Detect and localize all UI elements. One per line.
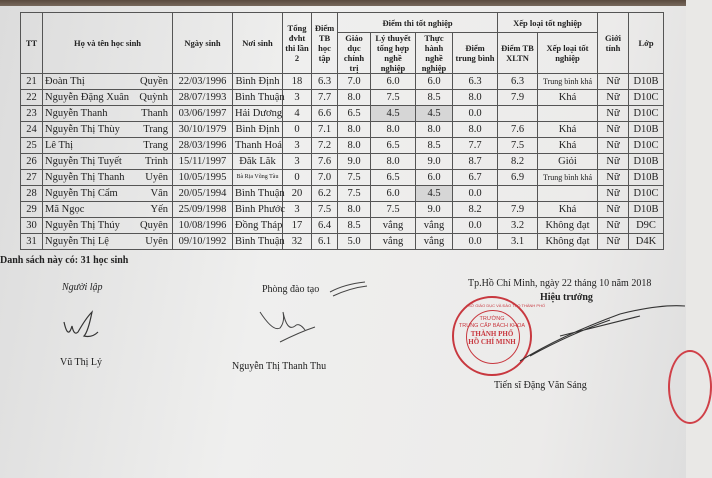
given-name: Quyên bbox=[140, 220, 168, 231]
table-cell: 8.0 bbox=[338, 202, 371, 218]
table-row bbox=[21, 234, 664, 250]
table-row bbox=[21, 186, 664, 202]
table-cell: D10B bbox=[629, 74, 664, 90]
table-cell: 17 bbox=[283, 218, 312, 234]
table-cell: 3 bbox=[283, 90, 312, 106]
table-cell: 0.0 bbox=[453, 218, 498, 234]
given-name: Vân bbox=[150, 188, 168, 199]
table-cell: 8.0 bbox=[371, 122, 416, 138]
table-cell: Thanh Hoá bbox=[233, 138, 283, 154]
table-cell: 20/05/1994 bbox=[173, 186, 233, 202]
col-name: Họ và tên học sinh bbox=[43, 13, 173, 74]
table-cell: Khá bbox=[538, 90, 598, 106]
table-cell: 6.3 bbox=[312, 74, 338, 90]
given-name: Trinh bbox=[145, 156, 168, 167]
table-body bbox=[21, 74, 664, 250]
col-dob: Ngày sinh bbox=[173, 13, 233, 74]
table-cell: 0.0 bbox=[453, 234, 498, 250]
table-cell: Nữ bbox=[598, 154, 629, 170]
table-cell: 3 bbox=[283, 154, 312, 170]
table-cell: Không đạt bbox=[538, 218, 598, 234]
table-row bbox=[21, 74, 664, 90]
table-cell: 3 bbox=[283, 202, 312, 218]
table-cell: 21 bbox=[21, 74, 43, 90]
given-name: Quyền bbox=[140, 76, 168, 87]
table-cell: 0 bbox=[283, 170, 312, 186]
table-cell: 8.5 bbox=[338, 218, 371, 234]
table-cell: 9.0 bbox=[416, 202, 453, 218]
table-cell: 28 bbox=[21, 186, 43, 202]
table-row bbox=[21, 202, 664, 218]
table-cell: 6.1 bbox=[312, 234, 338, 250]
table-cell: Nữ bbox=[598, 138, 629, 154]
col-credits: Tổng đvht thi lần 2 bbox=[283, 13, 312, 74]
table-cell bbox=[43, 218, 173, 234]
table-cell bbox=[43, 122, 173, 138]
table-cell: 0.0 bbox=[453, 186, 498, 202]
table-cell: D10C bbox=[629, 186, 664, 202]
table-cell: Nữ bbox=[598, 234, 629, 250]
preparer-title: Người lập bbox=[62, 282, 103, 293]
table-cell: 4 bbox=[283, 106, 312, 122]
col-rank-group: Xếp loại tốt nghiệp bbox=[498, 13, 598, 33]
table-cell: 6.5 bbox=[338, 106, 371, 122]
table-cell: 0 bbox=[283, 122, 312, 138]
table-cell: Không đạt bbox=[538, 234, 598, 250]
table-cell: Khá bbox=[538, 138, 598, 154]
table-cell: 8.2 bbox=[498, 154, 538, 170]
col-tt: TT bbox=[21, 13, 43, 74]
table-cell: 8.0 bbox=[371, 154, 416, 170]
table-cell: Khá bbox=[538, 202, 598, 218]
table-cell bbox=[43, 138, 173, 154]
table-cell: D10B bbox=[629, 122, 664, 138]
surname: Nguyễn Thị Lệ bbox=[45, 236, 109, 247]
table-cell: 7.5 bbox=[338, 186, 371, 202]
table-cell: D10C bbox=[629, 138, 664, 154]
table-cell: D10C bbox=[629, 106, 664, 122]
table-cell: 6.7 bbox=[453, 170, 498, 186]
table-cell: Bà Rịa Vũng Tàu bbox=[233, 170, 283, 186]
table-cell: 8.0 bbox=[416, 122, 453, 138]
table-row bbox=[21, 122, 664, 138]
given-name: Yến bbox=[150, 204, 168, 215]
table-cell: Bình Định bbox=[233, 122, 283, 138]
col-practice: Thực hành nghề nghiệp bbox=[416, 33, 453, 74]
table-cell: D9C bbox=[629, 218, 664, 234]
table-cell: Nữ bbox=[598, 186, 629, 202]
stamp-line: THÀNH PHỐ bbox=[470, 330, 514, 338]
table-cell: Bình Phước bbox=[233, 202, 283, 218]
table-cell: Nữ bbox=[598, 170, 629, 186]
table-cell bbox=[498, 186, 538, 202]
stamp-line: TRUNG CẤP BÁCH KHOA bbox=[458, 323, 526, 329]
table-cell: Bình Thuận bbox=[233, 234, 283, 250]
table-cell: 8.0 bbox=[453, 90, 498, 106]
table-cell: Bình Thuận bbox=[233, 186, 283, 202]
col-place: Nơi sinh bbox=[233, 13, 283, 74]
table-cell bbox=[43, 106, 173, 122]
table-row bbox=[21, 170, 664, 186]
principal-title: Hiệu trưởng bbox=[540, 292, 593, 303]
table-cell: 24 bbox=[21, 122, 43, 138]
col-politics: Giáo dục chính trị bbox=[338, 33, 371, 74]
table-cell: 6.0 bbox=[416, 170, 453, 186]
col-exam-avg: Điểm trung bình bbox=[453, 33, 498, 74]
table-cell: 25/09/1998 bbox=[173, 202, 233, 218]
table-cell: 7.0 bbox=[338, 74, 371, 90]
table-cell: 22 bbox=[21, 90, 43, 106]
table-cell: 7.6 bbox=[498, 122, 538, 138]
table-cell: 8.7 bbox=[453, 154, 498, 170]
table-cell: 32 bbox=[283, 234, 312, 250]
table-cell: 25 bbox=[21, 138, 43, 154]
table-cell: D10B bbox=[629, 202, 664, 218]
table-cell: Đồng Tháp bbox=[233, 218, 283, 234]
table-cell: 8.0 bbox=[453, 122, 498, 138]
table-cell: 23 bbox=[21, 106, 43, 122]
training-title: Phòng đào tạo bbox=[262, 284, 320, 295]
table-cell: Nữ bbox=[598, 90, 629, 106]
table-cell: 20 bbox=[283, 186, 312, 202]
table-cell: 9.0 bbox=[416, 154, 453, 170]
student-table bbox=[20, 12, 664, 250]
col-theory: Lý thuyết tổng hợp nghề nghiệp bbox=[371, 33, 416, 74]
table-cell: 28/07/1993 bbox=[173, 90, 233, 106]
table-cell: D10B bbox=[629, 170, 664, 186]
table-cell: 7.7 bbox=[453, 138, 498, 154]
principal-name: Tiến sĩ Đặng Văn Sáng bbox=[494, 380, 587, 391]
table-cell bbox=[538, 186, 598, 202]
table-cell: 6.6 bbox=[312, 106, 338, 122]
table-cell: D10B bbox=[629, 154, 664, 170]
table-cell: D4K bbox=[629, 234, 664, 250]
given-name: Trang bbox=[143, 140, 168, 151]
table-cell: 3.1 bbox=[498, 234, 538, 250]
table-row bbox=[21, 106, 664, 122]
table-row bbox=[21, 138, 664, 154]
table-row bbox=[21, 218, 664, 234]
table-cell: vắng bbox=[416, 234, 453, 250]
table-cell: vắng bbox=[416, 218, 453, 234]
table-cell: 4.5 bbox=[416, 186, 453, 202]
table-cell bbox=[538, 106, 598, 122]
surname: Nguyễn Thị Cẩm bbox=[45, 188, 118, 199]
table-cell: 30/10/1979 bbox=[173, 122, 233, 138]
table-cell: 8.0 bbox=[338, 138, 371, 154]
table-cell: Giỏi bbox=[538, 154, 598, 170]
surname: Nguyễn Đặng Xuân bbox=[45, 92, 129, 103]
table-header bbox=[21, 13, 664, 74]
table-cell: Khá bbox=[538, 122, 598, 138]
col-gender: Giới tính bbox=[598, 13, 629, 74]
table-cell: 6.4 bbox=[312, 218, 338, 234]
given-name: Trang bbox=[143, 124, 168, 135]
training-signature-icon bbox=[255, 282, 375, 357]
preparer-name: Vũ Thị Lý bbox=[60, 357, 103, 368]
table-cell: Nữ bbox=[598, 74, 629, 90]
table-cell bbox=[43, 202, 173, 218]
table-cell: 7.9 bbox=[498, 202, 538, 218]
table-cell: Bình Thuận bbox=[233, 90, 283, 106]
stamp-ring-text: SỞ GIÁO DỤC VÀ ĐÀO TẠO THÀNH PHỐ bbox=[468, 303, 546, 308]
table-cell: vắng bbox=[371, 234, 416, 250]
table-cell: Đăk Lăk bbox=[233, 154, 283, 170]
table-cell: 3.2 bbox=[498, 218, 538, 234]
table-cell: 9.0 bbox=[338, 154, 371, 170]
table-cell: 28/03/1996 bbox=[173, 138, 233, 154]
table-cell: 30 bbox=[21, 218, 43, 234]
table-cell: 6.3 bbox=[453, 74, 498, 90]
table-cell: 6.5 bbox=[371, 138, 416, 154]
col-exam-group: Điểm thi tốt nghiệp bbox=[338, 13, 498, 33]
surname: Nguyễn Thị Tuyết bbox=[45, 156, 122, 167]
table-cell: 7.5 bbox=[371, 202, 416, 218]
table-cell: 7.5 bbox=[498, 138, 538, 154]
col-class: Lớp bbox=[629, 13, 664, 74]
summary-text: Danh sách này có: 31 học sinh bbox=[0, 255, 129, 266]
table-cell: 7.0 bbox=[312, 170, 338, 186]
given-name: Uyên bbox=[145, 236, 168, 247]
surname: Nguyễn Thị Thúy bbox=[45, 220, 120, 231]
given-name: Uyên bbox=[145, 172, 168, 183]
table-cell: 6.9 bbox=[498, 170, 538, 186]
table-cell: vắng bbox=[371, 218, 416, 234]
table-cell: 4.5 bbox=[416, 106, 453, 122]
surname: Nguyễn Thị Thùy bbox=[45, 124, 120, 135]
table-cell: 29 bbox=[21, 202, 43, 218]
surname: Đoàn Thị bbox=[45, 76, 85, 87]
table-cell: 6.0 bbox=[371, 186, 416, 202]
surname: Lê Thị bbox=[45, 140, 74, 151]
table-cell: 7.7 bbox=[312, 90, 338, 106]
stamp-line: TRƯỜNG bbox=[479, 316, 505, 322]
table-cell: 3 bbox=[283, 138, 312, 154]
table-cell: 7.1 bbox=[312, 122, 338, 138]
surname: Mã Ngọc bbox=[45, 204, 85, 215]
table-cell: 18 bbox=[283, 74, 312, 90]
table-cell bbox=[498, 106, 538, 122]
table-cell: 8.0 bbox=[338, 90, 371, 106]
place-date: Tp.Hồ Chí Minh, ngày 22 tháng 10 năm 2018 bbox=[468, 278, 652, 289]
table-cell bbox=[43, 74, 173, 90]
table-cell: 6.0 bbox=[371, 74, 416, 90]
col-rank: Xếp loại tốt nghiệp bbox=[538, 33, 598, 74]
table-cell: 10/08/1996 bbox=[173, 218, 233, 234]
surname: Nguyễn Thị Thanh bbox=[45, 172, 125, 183]
surname: Nguyễn Thanh bbox=[45, 108, 108, 119]
table-cell: 10/05/1995 bbox=[173, 170, 233, 186]
table-cell: 4.5 bbox=[371, 106, 416, 122]
table-cell: Hải Dương bbox=[233, 106, 283, 122]
table-cell: Nữ bbox=[598, 122, 629, 138]
table-cell: Nữ bbox=[598, 218, 629, 234]
table-cell bbox=[43, 90, 173, 106]
table-cell bbox=[43, 170, 173, 186]
table-cell: 7.5 bbox=[338, 170, 371, 186]
given-name: Thanh bbox=[141, 108, 168, 119]
table-cell: Trung bình khá bbox=[538, 170, 598, 186]
table-cell: 7.9 bbox=[498, 90, 538, 106]
table-cell: 5.0 bbox=[338, 234, 371, 250]
table-cell: 6.3 bbox=[498, 74, 538, 90]
table-cell bbox=[43, 234, 173, 250]
stamp-line: HỒ CHÍ MINH bbox=[468, 338, 516, 346]
table-cell: 8.5 bbox=[416, 90, 453, 106]
table-cell: Nữ bbox=[598, 202, 629, 218]
table-cell: 6.0 bbox=[416, 74, 453, 90]
table-cell: 8.0 bbox=[338, 122, 371, 138]
col-gpa: Điểm TB học tập bbox=[312, 13, 338, 74]
table-cell: 15/11/1997 bbox=[173, 154, 233, 170]
table-cell: 09/10/1992 bbox=[173, 234, 233, 250]
table-cell: 22/03/1996 bbox=[173, 74, 233, 90]
table-row bbox=[21, 154, 664, 170]
table-cell: 8.5 bbox=[416, 138, 453, 154]
edge-stamp bbox=[668, 350, 712, 424]
table-cell: 27 bbox=[21, 170, 43, 186]
table-cell: 6.2 bbox=[312, 186, 338, 202]
table-cell: 0.0 bbox=[453, 106, 498, 122]
table-cell: Trung bình khá bbox=[538, 74, 598, 90]
table-row bbox=[21, 90, 664, 106]
table-cell: Bình Định bbox=[233, 74, 283, 90]
training-name: Nguyễn Thị Thanh Thu bbox=[232, 361, 327, 372]
table-cell: Nữ bbox=[598, 106, 629, 122]
given-name: Quỳnh bbox=[139, 92, 168, 103]
col-xltn: Điểm TB XLTN bbox=[498, 33, 538, 74]
table-cell: 6.5 bbox=[371, 170, 416, 186]
table-cell: 7.5 bbox=[371, 90, 416, 106]
principal-signature-icon bbox=[500, 306, 690, 366]
table-cell: 26 bbox=[21, 154, 43, 170]
table-cell: 8.2 bbox=[453, 202, 498, 218]
table-cell: 7.2 bbox=[312, 138, 338, 154]
table-cell: D10C bbox=[629, 90, 664, 106]
table-cell bbox=[43, 186, 173, 202]
table-cell bbox=[43, 154, 173, 170]
table-cell: 31 bbox=[21, 234, 43, 250]
preparer-signature-icon bbox=[62, 312, 102, 342]
table-cell: 7.5 bbox=[312, 202, 338, 218]
table-cell: 03/06/1997 bbox=[173, 106, 233, 122]
table-cell: 7.6 bbox=[312, 154, 338, 170]
